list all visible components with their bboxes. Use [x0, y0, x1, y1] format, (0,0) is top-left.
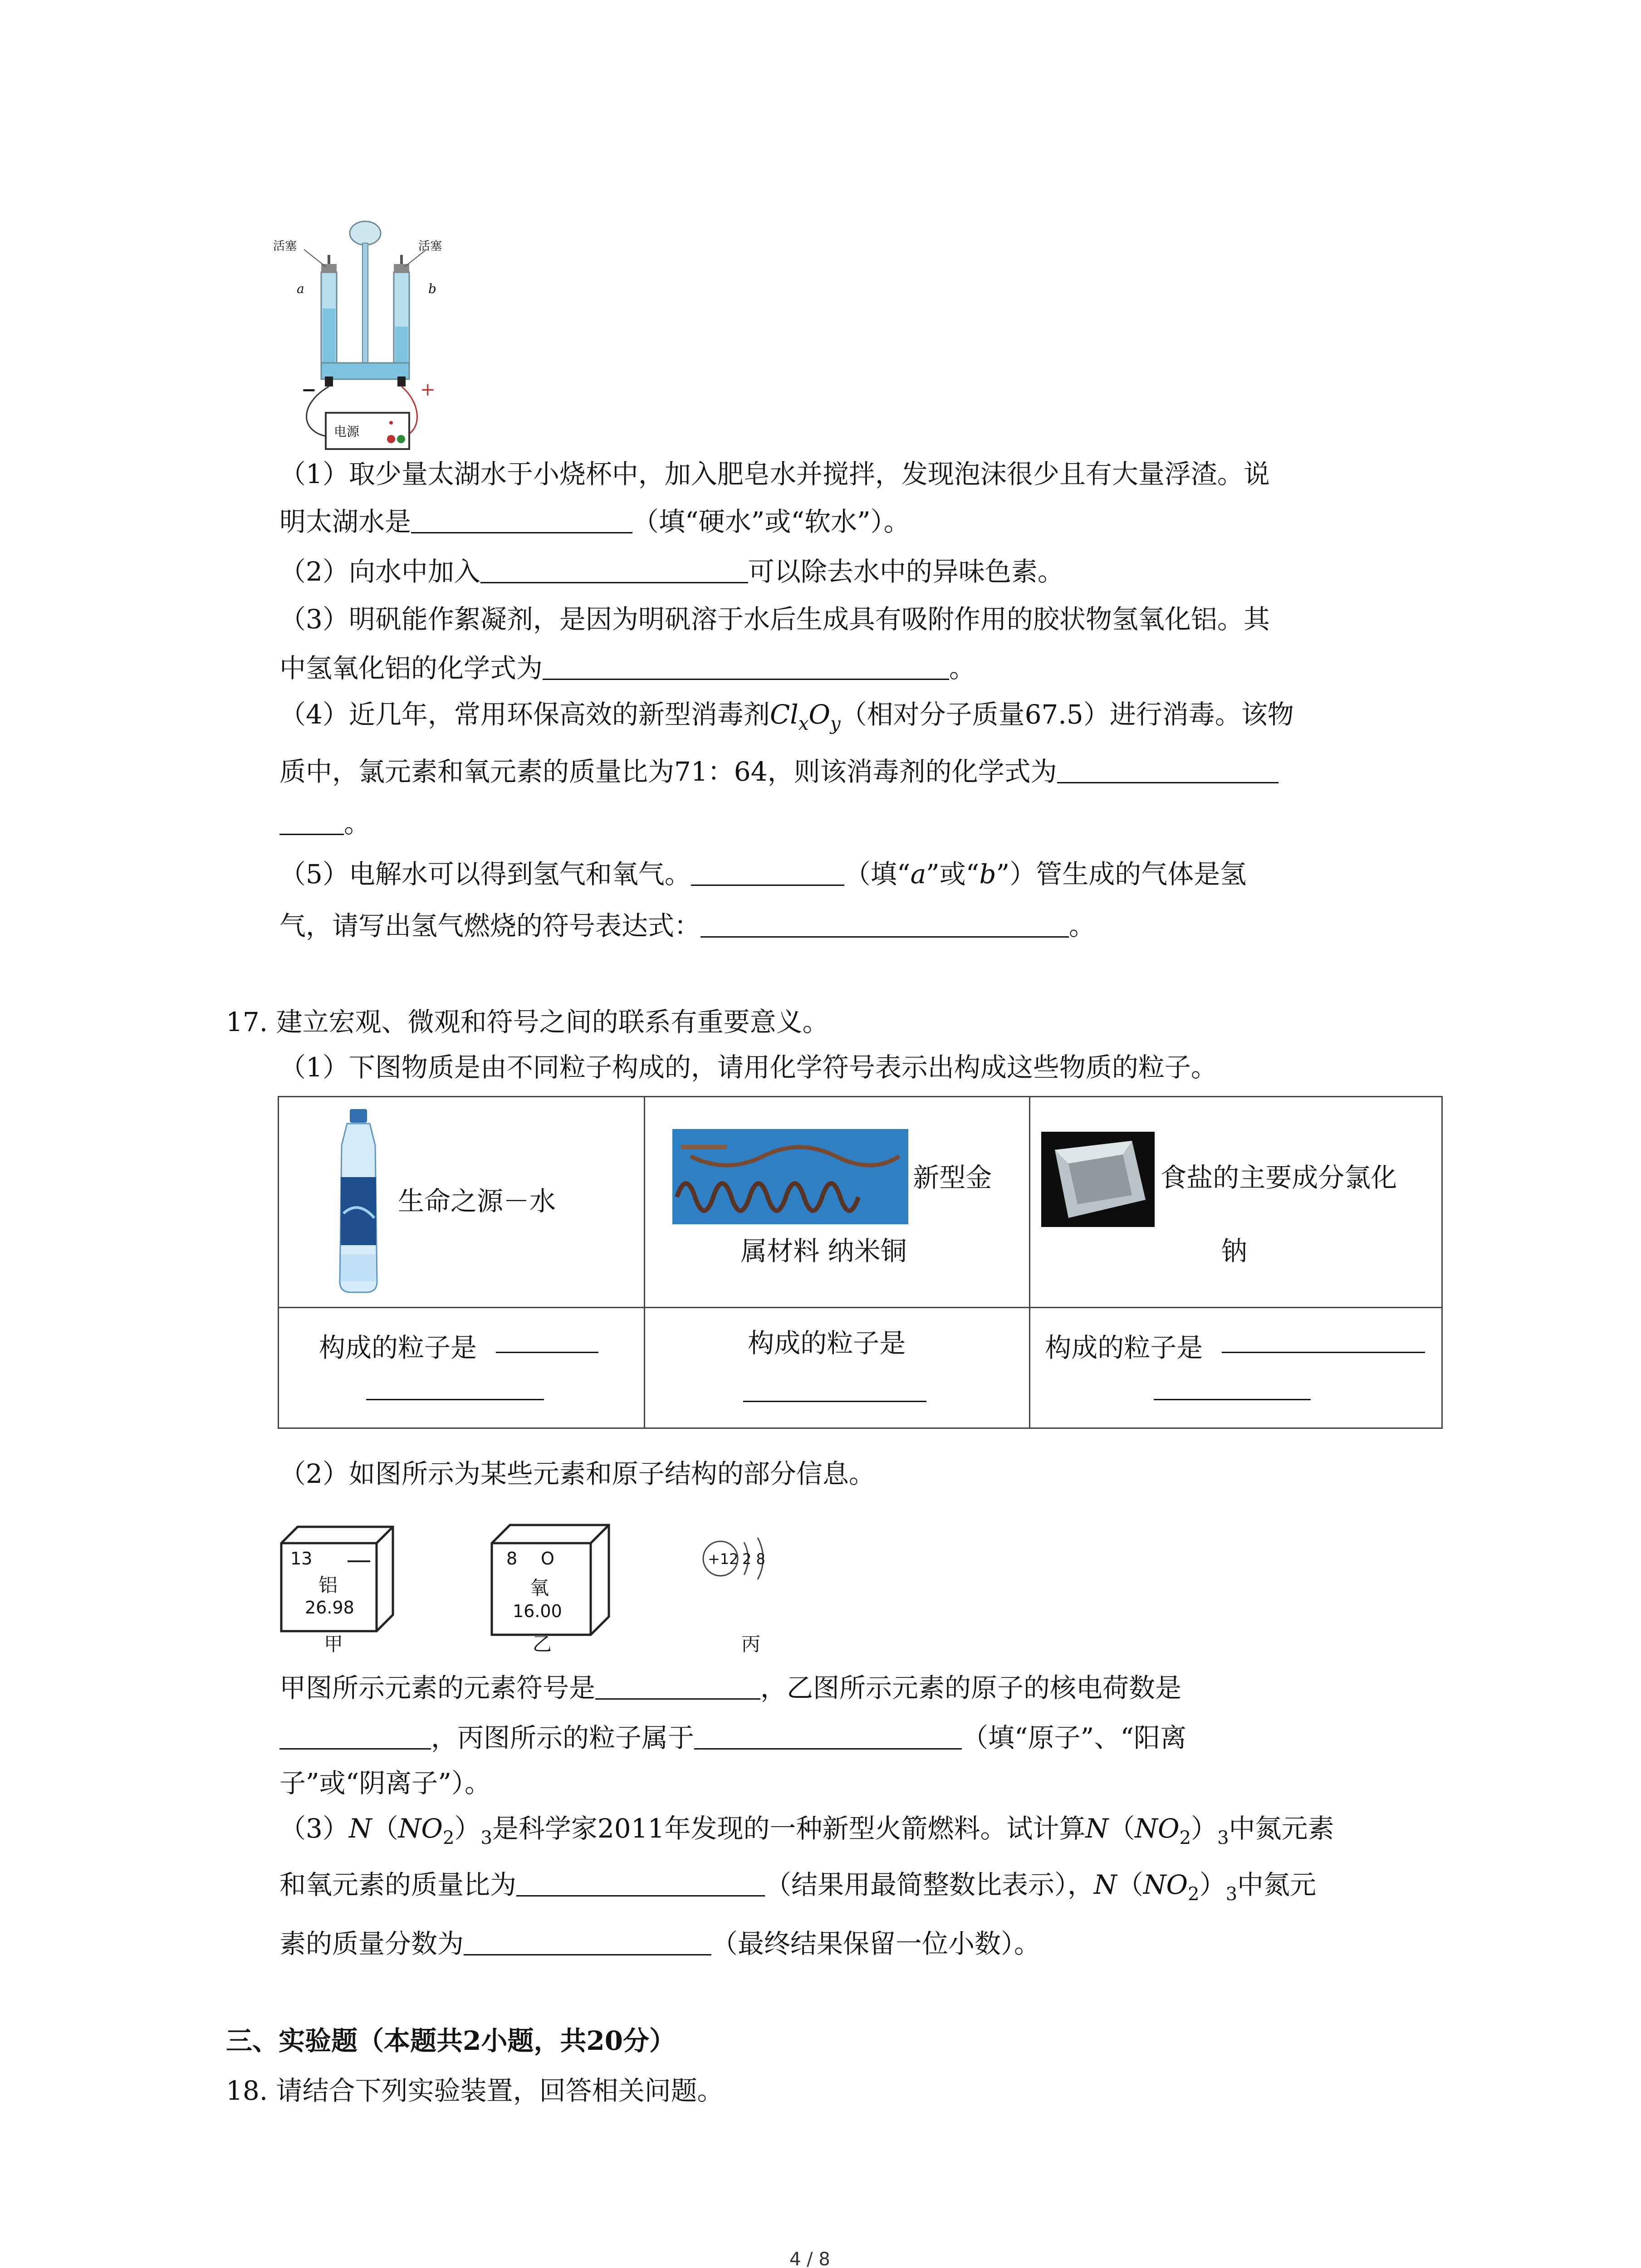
q16-p2-post: 可以除去水中的异味色素。	[748, 556, 1064, 587]
answer-blank-o-nuclear-charge[interactable]	[279, 1725, 431, 1750]
cell-water-answer	[279, 1308, 645, 1428]
q17-p2-line3-text: 子”或“阴离子”）。	[279, 1768, 491, 1799]
valve-left-label: 活塞	[273, 240, 297, 253]
q17-p3-formula-n-2: N	[1085, 1813, 1109, 1844]
particle-table	[278, 1096, 1443, 1429]
q16-p5-b: b	[979, 859, 996, 890]
q16-p4-pre: （4）近几年，常用环保高效的新型消毒剂	[279, 699, 770, 730]
q17-p3-formula-n-3: N	[1094, 1869, 1117, 1900]
section3-title	[226, 2025, 676, 2057]
oxygen-name: 氧	[530, 1577, 549, 1599]
element-card-aluminum-caption: 甲	[324, 1633, 343, 1655]
q16-p2	[279, 556, 1064, 587]
salt-crystal-image	[1041, 1132, 1155, 1227]
salt-caption-a: 食盐的主要成分氯化	[1160, 1162, 1397, 1193]
q17-title-text: 17. 建立宏观、微观和符号之间的联系有重要意义。	[226, 1007, 829, 1037]
q17-p3-paren-open-2: （	[1108, 1813, 1135, 1844]
q16-p5-line2	[279, 910, 1095, 942]
q16-p4-line1	[279, 699, 1294, 740]
q16-p1-line1	[279, 458, 1270, 490]
q17-p3-formula-no-3: NO	[1143, 1869, 1188, 1900]
answer-blank-hydrogen-equation[interactable]	[700, 913, 1069, 938]
page-number: 4 / 8	[789, 2249, 830, 2268]
q16-p3-post: 。	[949, 653, 976, 684]
answer-blank-adsorbent[interactable]	[480, 558, 748, 583]
formula-x: x	[798, 714, 809, 734]
cell-nanocopper	[645, 1097, 1030, 1308]
q17-p3-sub-3c: 3	[1225, 1884, 1238, 1905]
water-particle-label: 构成的粒子是	[319, 1332, 477, 1363]
water-bottle-image	[333, 1109, 383, 1295]
q16-p5-a: a	[910, 859, 926, 890]
q17-p2-line1-post: ，乙图所示元素的原子的核电荷数是	[760, 1672, 1182, 1703]
q17-p3-sub-2b: 2	[1179, 1828, 1191, 1848]
cell-salt-answer	[1030, 1308, 1442, 1428]
q17-p3-line2-end: 中氮元	[1237, 1869, 1317, 1900]
aluminum-number: 13	[290, 1549, 313, 1569]
element-card-aluminum	[279, 1525, 397, 1634]
cell-water	[279, 1097, 645, 1308]
nanocopper-image	[672, 1129, 908, 1224]
q17-p2-line3	[279, 1767, 491, 1799]
salt-caption-b: 钠	[1221, 1236, 1248, 1266]
q16-p4-line2	[279, 756, 1279, 787]
q16-p5-end: ”）管生成的气体是氢	[996, 859, 1247, 890]
answer-blank-al-symbol[interactable]	[595, 1675, 760, 1700]
q18-title	[226, 2075, 724, 2107]
answer-blank-hard-soft[interactable]	[411, 508, 632, 533]
copper-particle-label: 构成的粒子是	[748, 1328, 906, 1359]
q16-p4-line2-text: 质中，氯元素和氧元素的质量比为71：64，则该消毒剂的化学式为	[279, 756, 1057, 787]
valve-right-label: 活塞	[418, 240, 442, 253]
answer-blank-aloh3-formula[interactable]	[543, 655, 949, 680]
power-label: 电源	[334, 424, 360, 439]
salt-particle-label: 构成的粒子是	[1045, 1332, 1203, 1363]
oxygen-mass: 16.00	[513, 1601, 562, 1621]
oxygen-number: 8	[506, 1549, 518, 1569]
q16-p4-line3	[279, 807, 370, 839]
cell-nanocopper-answer	[645, 1308, 1030, 1428]
answer-blank-water-particle[interactable]	[496, 1328, 598, 1353]
q17-p3-line1	[279, 1813, 1334, 1854]
tube-b-label: b	[428, 281, 436, 296]
element-card-aluminum-frame	[279, 1525, 397, 1634]
answer-blank-disinfectant-formula[interactable]	[1057, 758, 1279, 783]
tube-a-label: a	[297, 281, 304, 296]
answer-blank-salt-particle-cont[interactable]	[1154, 1375, 1311, 1400]
q17-p3-line3	[279, 1928, 1040, 1960]
q16-p5-line2-post: 。	[1069, 910, 1096, 941]
q17-p3-paren-close: ）	[454, 1813, 481, 1844]
q16-p3-pre: 中氢氧化铝的化学式为	[279, 653, 543, 684]
q17-p3-paren-close-2: ）	[1191, 1813, 1218, 1844]
section3-title-text: 三、实验题（本题共2小题，共20分）	[226, 2025, 676, 2056]
q17-p3-mid: 是科学家2011年发现的一种新型火箭燃料。试计算	[492, 1813, 1086, 1844]
oxygen-symbol: O	[541, 1549, 554, 1569]
q17-title	[226, 1006, 829, 1038]
answer-blank-copper-particle[interactable]	[743, 1377, 926, 1402]
q17-p3-sub-3b: 3	[1217, 1828, 1229, 1848]
q17-p2-line1	[279, 1672, 1181, 1704]
q16-p5-mid: ”或“	[926, 859, 980, 890]
q17-p3-sub-3: 3	[480, 1828, 492, 1848]
q16-p3-line2	[279, 652, 975, 684]
cell-salt	[1030, 1097, 1442, 1308]
answer-blank-particle-type[interactable]	[694, 1725, 962, 1750]
formula-o: O	[808, 699, 830, 730]
q17-p3-line2-mid: （结果用最简整数比表示），	[765, 1869, 1094, 1900]
q17-p3-formula-n: N	[348, 1813, 372, 1844]
q17-p1-text: （1）下图物质是由不同粒子构成的，请用化学符号表示出构成这些物质的粒子。	[279, 1052, 1217, 1083]
atom-shell-electrons: 2 8	[742, 1550, 765, 1568]
q17-p2	[279, 1458, 875, 1490]
plus-sign: +	[420, 379, 436, 400]
q17-p2-line2-post: ，丙图所示的粒子属于	[431, 1722, 695, 1753]
nanocopper-caption-a: 新型金	[913, 1162, 992, 1193]
particle-table-answer-row	[279, 1308, 1442, 1428]
q17-p2-line1-pre: 甲图所示元素的元素符号是	[279, 1672, 596, 1703]
element-card-oxygen-caption: 乙	[533, 1633, 552, 1655]
q17-p3-paren-open-3: （	[1117, 1869, 1143, 1900]
electrolysis-apparatus	[272, 213, 463, 458]
minus-sign: −	[301, 379, 317, 401]
formula-cl: Cl	[769, 699, 798, 730]
q16-p3-text: （3）明矾能作絮凝剂，是因为明矾溶于水后生成具有吸附作用的胶状物氢氧化铝。其	[279, 604, 1270, 635]
q17-p2-line2-end: （填“原子”、“阳离	[962, 1722, 1186, 1753]
answer-blank-disinfectant-cont[interactable]	[279, 810, 344, 835]
q17-p3-line3-pre: 素的质量分数为	[279, 1928, 464, 1959]
q17-p3-sub-2c: 2	[1188, 1884, 1200, 1905]
q16-p5-line1	[279, 858, 1246, 890]
aluminum-mass: 26.98	[305, 1598, 354, 1618]
atom-structure-caption: 丙	[741, 1633, 761, 1655]
q17-p2-line2	[279, 1722, 1186, 1754]
q16-p1-post: （填“硬水”或“软水”）。	[632, 506, 910, 537]
formula-y: y	[830, 714, 841, 734]
particle-table-image-row	[279, 1097, 1442, 1308]
q17-p3-line2-pre: 和氧元素的质量比为	[279, 1869, 517, 1900]
q16-p5-fill: （填“	[844, 859, 911, 890]
q17-p3-pre: （3）	[279, 1813, 349, 1844]
q17-p1	[279, 1051, 1217, 1083]
q17-p3-sub-2: 2	[442, 1828, 455, 1848]
q16-p1-text: （1）取少量太湖水于小烧杯中，加入肥皂水并搅拌，发现泡沫很少且有大量浮渣。说	[279, 459, 1270, 489]
atom-nucleus-charge: +12	[708, 1550, 739, 1568]
q16-p4-post: （相对分子质量67.5）进行消毒。该物	[840, 699, 1294, 730]
answer-blank-n-mass-fraction[interactable]	[464, 1931, 711, 1955]
answer-blank-salt-particle[interactable]	[1222, 1328, 1425, 1353]
q16-p5-line2-pre: 气，请写出氢气燃烧的符号表达式：	[279, 910, 701, 941]
q17-p3-paren-open: （	[372, 1813, 398, 1844]
q17-p3-end: 中氮元素	[1229, 1813, 1334, 1844]
aluminum-name: 铝	[318, 1574, 338, 1596]
q16-p5-pre: （5）电解水可以得到氢气和氧气。	[279, 859, 691, 890]
answer-blank-water-particle-cont[interactable]	[366, 1375, 544, 1400]
q17-p2-text: （2）如图所示为某些元素和原子结构的部分信息。	[279, 1458, 875, 1489]
answer-blank-n-o-mass-ratio[interactable]	[516, 1872, 765, 1897]
q17-p3-formula-no-2: NO	[1135, 1813, 1180, 1844]
answer-blank-tube-choice[interactable]	[691, 861, 844, 886]
q16-p3-line1	[279, 603, 1270, 635]
q16-p1-line2	[279, 506, 910, 538]
atom-structure-diagram	[699, 1533, 789, 1588]
q17-p3-line3-post: （最终结果保留一位小数）。	[711, 1928, 1041, 1959]
q18-title-text: 18. 请结合下列实验装置，回答相关问题。	[226, 2075, 724, 2106]
q16-p2-pre: （2）向水中加入	[279, 556, 480, 587]
q16-p1-pre: 明太湖水是	[279, 506, 411, 537]
water-caption: 生命之源－水	[398, 1186, 556, 1217]
q17-p3-formula-no: NO	[398, 1813, 443, 1844]
nanocopper-caption-b: 属材料 纳米铜	[740, 1236, 907, 1266]
element-card-oxygen	[490, 1523, 612, 1637]
q17-p3-paren-close-3: ）	[1199, 1869, 1226, 1900]
q17-p3-line2	[279, 1869, 1316, 1910]
q16-p4-line3-post: 。	[344, 808, 371, 839]
